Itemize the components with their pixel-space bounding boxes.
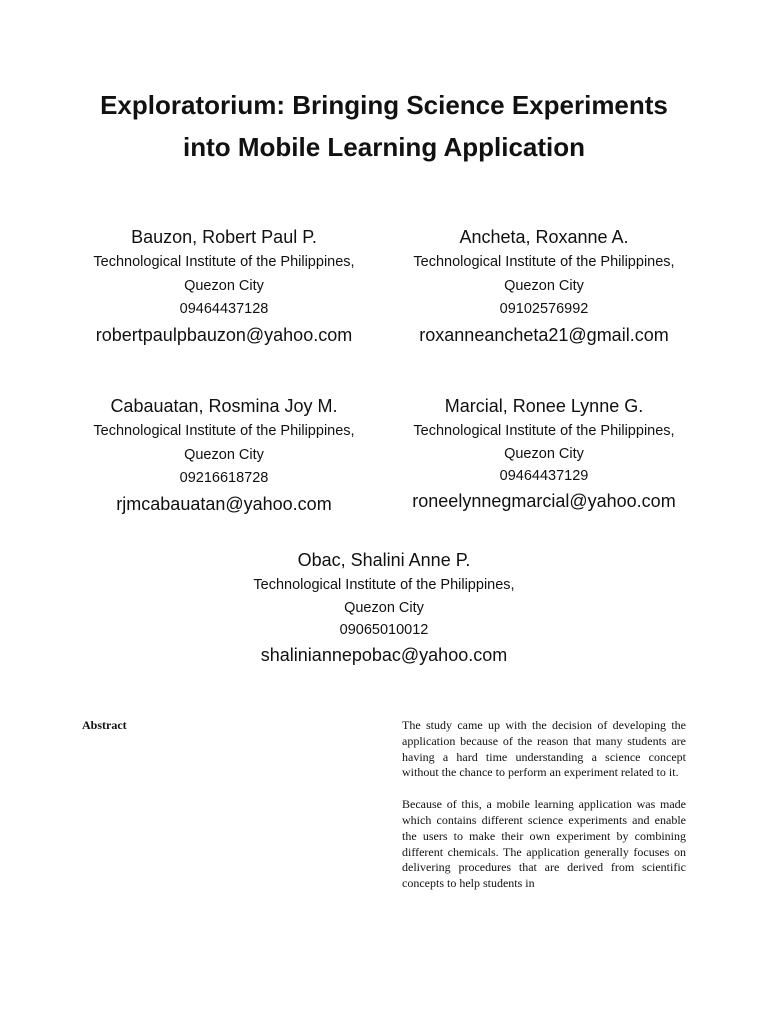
author-email: roxanneancheta21@gmail.com bbox=[419, 324, 669, 345]
author-city: Quezon City bbox=[504, 445, 584, 462]
author-email: roneelynnegmarcial@yahoo.com bbox=[412, 490, 676, 511]
author-institution: Technological Institute of the Philippines, bbox=[93, 254, 355, 270]
author-phone: 09216618728 bbox=[179, 470, 269, 486]
author-phone: 09102576992 bbox=[499, 301, 589, 317]
author-city: Quezon City bbox=[184, 446, 264, 463]
author-city: Quezon City bbox=[344, 599, 424, 616]
author-name: Cabauatan, Rosmina Joy M. bbox=[110, 396, 338, 416]
author-institution: Technological Institute of the Philippines, bbox=[413, 254, 675, 270]
abstract-paragraph: Because of this, a mobile learning application was made which contains different science experiments and enable the users to make their own experiment by combining different chemicals. The application generally focuses on delivering procedures that are derived from scientific concepts to help students in bbox=[402, 797, 686, 891]
paper-title-line-2: into Mobile Learning Application bbox=[182, 132, 586, 162]
author-name: Marcial, Ronee Lynne G. bbox=[444, 396, 644, 416]
author-block-cabauatan bbox=[64, 393, 384, 518]
author-institution: Technological Institute of the Philippines, bbox=[413, 423, 675, 439]
author-block-marcial bbox=[384, 393, 704, 515]
author-city: Quezon City bbox=[504, 277, 584, 294]
author-block-obac bbox=[224, 547, 544, 669]
author-phone: 09464437129 bbox=[499, 468, 589, 484]
author-block-ancheta bbox=[384, 224, 704, 349]
author-phone: 09464437128 bbox=[179, 301, 269, 317]
author-name: Obac, Shalini Anne P. bbox=[297, 550, 471, 570]
author-institution: Technological Institute of the Philippines, bbox=[93, 423, 355, 439]
author-email: robertpaulpbauzon@yahoo.com bbox=[95, 324, 353, 345]
abstract-paragraph: The study came up with the decision of developing the application because of the reason that many students are having a hard time understanding a science concept without the chance to perform an experiment related to it. bbox=[402, 718, 686, 780]
abstract-heading: Abstract bbox=[82, 718, 127, 732]
paper-title-line-1: Exploratorium: Bringing Science Experiments bbox=[100, 90, 668, 120]
author-block-bauzon bbox=[64, 224, 384, 349]
author-phone: 09065010012 bbox=[339, 622, 429, 638]
author-email: rjmcabauatan@yahoo.com bbox=[116, 493, 332, 514]
paper-title bbox=[0, 84, 768, 168]
author-email: shaliniannepobac@yahoo.com bbox=[260, 644, 508, 665]
abstract-body bbox=[402, 718, 686, 908]
author-city: Quezon City bbox=[184, 277, 264, 294]
author-name: Bauzon, Robert Paul P. bbox=[131, 227, 317, 247]
author-institution: Technological Institute of the Philippines, bbox=[253, 577, 515, 593]
author-name: Ancheta, Roxanne A. bbox=[459, 227, 629, 247]
